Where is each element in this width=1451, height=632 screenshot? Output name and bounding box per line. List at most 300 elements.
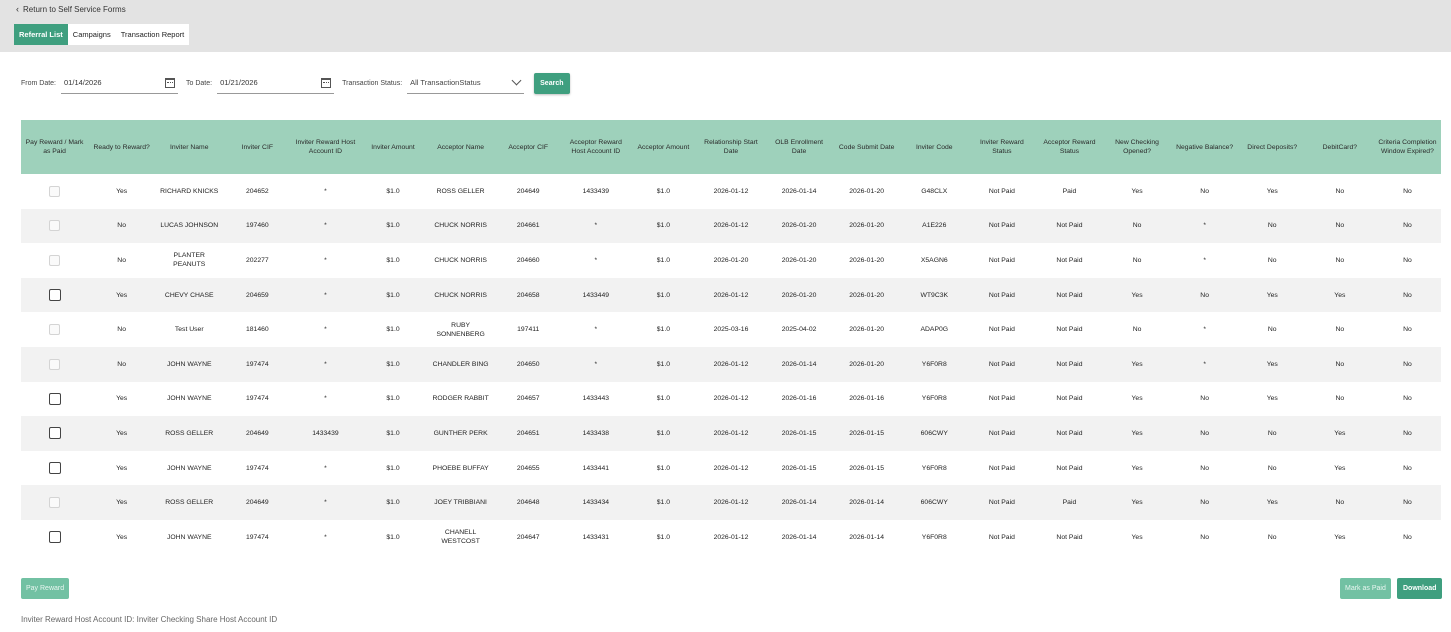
table-row: [21, 312, 1441, 347]
table-cell: *: [562, 209, 630, 244]
table-cell: Yes: [1306, 416, 1374, 451]
table-cell: $1.0: [630, 451, 697, 486]
table-cell: Not Paid: [968, 209, 1035, 244]
table-cell: *: [562, 243, 630, 278]
table-cell: Yes: [1239, 382, 1306, 417]
table-cell: Yes: [1239, 278, 1306, 313]
table-cell: 2026-01-20: [765, 243, 833, 278]
table-cell: Not Paid: [1035, 278, 1103, 313]
table-cell: 204649: [223, 485, 291, 520]
table-cell: No: [1104, 243, 1171, 278]
table-cell: CHANDLER BING: [427, 347, 495, 382]
tab-referral-list[interactable]: Referral List: [14, 24, 68, 45]
table-cell: GUNTHER PERK: [427, 416, 495, 451]
table-cell: X5AGN6: [900, 243, 968, 278]
table-cell: *: [1171, 209, 1239, 244]
table-cell: 2026-01-12: [697, 278, 765, 313]
table-cell: $1.0: [630, 520, 697, 555]
table-cell: No: [1374, 278, 1441, 313]
table-cell: No: [1374, 520, 1441, 555]
table-cell: 1433441: [562, 451, 630, 486]
tab-campaigns[interactable]: Campaigns: [72, 30, 111, 39]
table-cell: 606CWY: [900, 485, 968, 520]
table-cell: Not Paid: [968, 451, 1035, 486]
table-cell: 2026-01-14: [833, 485, 900, 520]
table-body: [21, 174, 1441, 555]
table-cell: Yes: [1104, 520, 1171, 555]
table-cell: ADAP0G: [900, 312, 968, 347]
row-select-checkbox: [49, 359, 60, 370]
table-cell: $1.0: [630, 278, 697, 313]
footnote: Inviter Reward Host Account ID: Inviter Checking Share Host Account ID: [21, 615, 278, 624]
column-header: Inviter Amount: [359, 120, 426, 174]
column-header: DebitCard?: [1306, 120, 1374, 174]
from-date-value: 01/14/2026: [64, 78, 102, 87]
from-date-label: From Date:: [21, 79, 57, 87]
table-cell: LUCAS JOHNSON: [155, 209, 223, 244]
row-select-checkbox: [49, 324, 60, 335]
table-row: [21, 416, 1441, 451]
table-cell: $1.0: [359, 451, 426, 486]
table-cell: 2026-01-14: [765, 485, 833, 520]
to-date-label: To Date:: [186, 79, 213, 87]
table-cell: 2026-01-20: [833, 243, 900, 278]
calendar-icon[interactable]: [321, 78, 331, 88]
table-cell: $1.0: [630, 312, 697, 347]
table-cell: No: [1374, 347, 1441, 382]
table-cell: 204657: [495, 382, 562, 417]
table-cell: Not Paid: [1035, 451, 1103, 486]
table-cell: 181460: [223, 312, 291, 347]
table-cell: *: [291, 312, 359, 347]
table-cell: No: [1171, 451, 1239, 486]
table-cell: Not Paid: [968, 312, 1035, 347]
table-cell: Not Paid: [968, 278, 1035, 313]
table-cell: No: [1306, 174, 1374, 209]
from-date-input[interactable]: [61, 72, 178, 94]
table-cell: No: [1239, 243, 1306, 278]
column-header: Acceptor Name: [427, 120, 495, 174]
table-cell: 2026-01-20: [833, 209, 900, 244]
table-cell: 2026-01-12: [697, 416, 765, 451]
table-cell: *: [291, 243, 359, 278]
table-cell: No: [1239, 416, 1306, 451]
table-cell: No: [88, 243, 155, 278]
table-cell: No: [1171, 278, 1239, 313]
pay-reward-cell: [21, 209, 88, 244]
table-cell: *: [291, 485, 359, 520]
table-cell: Yes: [1104, 416, 1171, 451]
filter-bar: [21, 72, 570, 94]
table-cell: 197474: [223, 451, 291, 486]
table-cell: WT9C3K: [900, 278, 968, 313]
table-cell: ROSS GELLER: [155, 485, 223, 520]
table-cell: Yes: [1104, 451, 1171, 486]
pay-reward-cell: [21, 520, 88, 555]
table-cell: *: [291, 520, 359, 555]
table-cell: *: [291, 347, 359, 382]
table-header-row: [21, 120, 1441, 174]
mark-as-paid-button[interactable]: Mark as Paid: [1340, 578, 1391, 599]
table-cell: Yes: [88, 520, 155, 555]
return-link[interactable]: [16, 5, 126, 14]
table-cell: No: [1171, 520, 1239, 555]
column-header: Code Submit Date: [833, 120, 900, 174]
table-cell: JOHN WAYNE: [155, 347, 223, 382]
table-cell: Not Paid: [968, 382, 1035, 417]
table-cell: $1.0: [630, 347, 697, 382]
table-cell: Not Paid: [1035, 520, 1103, 555]
table-cell: 197474: [223, 520, 291, 555]
table-cell: Yes: [1306, 451, 1374, 486]
table-cell: 2026-01-14: [765, 520, 833, 555]
table-cell: No: [88, 312, 155, 347]
table-cell: $1.0: [630, 243, 697, 278]
table-cell: 204647: [495, 520, 562, 555]
table-cell: *: [562, 312, 630, 347]
column-header: Inviter Name: [155, 120, 223, 174]
table-cell: No: [1104, 312, 1171, 347]
table-row: [21, 520, 1441, 555]
table-cell: Y6F0R8: [900, 520, 968, 555]
download-button[interactable]: Download: [1397, 578, 1442, 599]
column-header: Acceptor CIF: [495, 120, 562, 174]
row-select-checkbox: [49, 186, 60, 197]
table-cell: No: [1171, 416, 1239, 451]
column-header: Inviter Reward Status: [968, 120, 1035, 174]
table-cell: $1.0: [630, 209, 697, 244]
table-cell: $1.0: [359, 347, 426, 382]
table-cell: 2026-01-14: [765, 347, 833, 382]
table-cell: G48CLX: [900, 174, 968, 209]
table-cell: 204652: [223, 174, 291, 209]
table-cell: 1433443: [562, 382, 630, 417]
table-row: [21, 347, 1441, 382]
table-cell: 2026-01-12: [697, 520, 765, 555]
table-cell: 204649: [495, 174, 562, 209]
table-cell: No: [1374, 382, 1441, 417]
table-cell: Yes: [1239, 347, 1306, 382]
table-cell: No: [1104, 209, 1171, 244]
table-cell: Yes: [88, 485, 155, 520]
table-cell: No: [1374, 416, 1441, 451]
table-cell: 2026-01-15: [765, 416, 833, 451]
table-cell: 2026-01-12: [697, 174, 765, 209]
table-cell: No: [1171, 485, 1239, 520]
table-cell: PLANTER PEANUTS: [155, 243, 223, 278]
table-cell: A1E226: [900, 209, 968, 244]
column-header: Negative Balance?: [1171, 120, 1239, 174]
table-cell: No: [1306, 209, 1374, 244]
column-header: Criteria Completion Window Expired?: [1374, 120, 1441, 174]
transaction-status-label: Transaction Status:: [342, 79, 403, 87]
table-cell: Yes: [1104, 382, 1171, 417]
pay-reward-cell: [21, 416, 88, 451]
row-select-checkbox[interactable]: [49, 462, 61, 474]
table-cell: JOHN WAYNE: [155, 382, 223, 417]
row-select-checkbox[interactable]: [49, 531, 61, 543]
column-header: Inviter Reward Host Account ID: [291, 120, 359, 174]
table-cell: *: [1171, 243, 1239, 278]
table-cell: No: [1374, 243, 1441, 278]
table-cell: CHUCK NORRIS: [427, 243, 495, 278]
table-cell: *: [291, 451, 359, 486]
table-cell: 2026-01-12: [697, 485, 765, 520]
column-header: Relationship Start Date: [697, 120, 765, 174]
table-cell: $1.0: [359, 485, 426, 520]
table-cell: 2026-01-14: [833, 520, 900, 555]
referral-panel: [0, 52, 1451, 632]
table-cell: Not Paid: [1035, 416, 1103, 451]
table-cell: *: [291, 278, 359, 313]
pay-reward-cell: [21, 451, 88, 486]
row-select-checkbox[interactable]: [49, 427, 61, 439]
pay-reward-cell: [21, 485, 88, 520]
table-cell: No: [1239, 312, 1306, 347]
table-cell: *: [1171, 347, 1239, 382]
table-cell: JOEY TRIBBIANI: [427, 485, 495, 520]
table-cell: 2025-04-02: [765, 312, 833, 347]
table-cell: CHUCK NORRIS: [427, 278, 495, 313]
transaction-status-select[interactable]: [407, 72, 524, 94]
table-cell: Not Paid: [968, 416, 1035, 451]
table-cell: 2026-01-12: [697, 347, 765, 382]
return-link-label: Return to Self Service Forms: [23, 5, 126, 14]
table-cell: 2026-01-20: [765, 278, 833, 313]
table-cell: $1.0: [359, 174, 426, 209]
column-header: Acceptor Reward Status: [1035, 120, 1103, 174]
table-cell: 2026-01-12: [697, 451, 765, 486]
table-cell: *: [562, 347, 630, 382]
calendar-icon[interactable]: [165, 78, 175, 88]
pay-reward-button[interactable]: Pay Reward: [21, 578, 69, 599]
table-cell: $1.0: [359, 278, 426, 313]
table-cell: 204649: [223, 416, 291, 451]
table-cell: Yes: [88, 382, 155, 417]
search-button[interactable]: Search: [534, 73, 569, 94]
table-cell: Test User: [155, 312, 223, 347]
table-cell: Y6F0R8: [900, 451, 968, 486]
table-cell: 2026-01-20: [765, 209, 833, 244]
table-cell: Not Paid: [968, 243, 1035, 278]
column-header: Pay Reward / Mark as Paid: [21, 120, 88, 174]
table-cell: Not Paid: [968, 485, 1035, 520]
row-select-checkbox: [49, 255, 60, 266]
table-cell: *: [291, 209, 359, 244]
table-cell: CHUCK NORRIS: [427, 209, 495, 244]
table-cell: 204659: [223, 278, 291, 313]
table-cell: Yes: [88, 278, 155, 313]
table-cell: $1.0: [630, 382, 697, 417]
table-cell: Not Paid: [968, 520, 1035, 555]
table-cell: RODGER RABBIT: [427, 382, 495, 417]
table-cell: $1.0: [359, 243, 426, 278]
table-cell: Yes: [88, 416, 155, 451]
table-cell: RUBY SONNENBERG: [427, 312, 495, 347]
table-cell: 204650: [495, 347, 562, 382]
table-cell: Paid: [1035, 485, 1103, 520]
table-cell: No: [1306, 243, 1374, 278]
table-cell: Y6F0R8: [900, 347, 968, 382]
table-cell: Not Paid: [1035, 209, 1103, 244]
column-header: Inviter Code: [900, 120, 968, 174]
table-cell: ROSS GELLER: [155, 416, 223, 451]
table-cell: No: [1171, 174, 1239, 209]
pay-reward-cell: [21, 243, 88, 278]
table-row: [21, 243, 1441, 278]
table-cell: 204661: [495, 209, 562, 244]
table-cell: 2026-01-14: [765, 174, 833, 209]
table-cell: No: [1306, 382, 1374, 417]
table-cell: Yes: [1239, 485, 1306, 520]
table-cell: 204651: [495, 416, 562, 451]
table-cell: Y6F0R8: [900, 382, 968, 417]
referral-table-wrap: [21, 120, 1441, 555]
table-cell: 204660: [495, 243, 562, 278]
table-cell: Yes: [1104, 347, 1171, 382]
column-header: Ready to Reward?: [88, 120, 155, 174]
table-cell: ROSS GELLER: [427, 174, 495, 209]
table-cell: 2026-01-16: [765, 382, 833, 417]
table-cell: No: [88, 347, 155, 382]
table-cell: Yes: [88, 174, 155, 209]
table-cell: Not Paid: [968, 347, 1035, 382]
table-cell: 2026-01-12: [697, 209, 765, 244]
column-header: Inviter CIF: [223, 120, 291, 174]
table-cell: JOHN WAYNE: [155, 520, 223, 555]
table-row: [21, 174, 1441, 209]
table-cell: No: [1374, 451, 1441, 486]
table-cell: Not Paid: [1035, 243, 1103, 278]
table-cell: $1.0: [359, 416, 426, 451]
column-header: OLB Enrollment Date: [765, 120, 833, 174]
table-cell: No: [88, 209, 155, 244]
table-row: [21, 485, 1441, 520]
table-cell: 2026-01-12: [697, 382, 765, 417]
table-cell: 1433439: [291, 416, 359, 451]
table-cell: 204658: [495, 278, 562, 313]
table-cell: 197411: [495, 312, 562, 347]
table-cell: 2026-01-15: [833, 416, 900, 451]
referral-table: [21, 120, 1441, 555]
table-cell: No: [1306, 485, 1374, 520]
table-cell: No: [1306, 312, 1374, 347]
table-cell: No: [1239, 520, 1306, 555]
table-cell: Yes: [1104, 174, 1171, 209]
table-cell: 2026-01-20: [833, 347, 900, 382]
table-cell: 1433438: [562, 416, 630, 451]
table-cell: 2026-01-20: [833, 278, 900, 313]
table-cell: No: [1374, 209, 1441, 244]
table-cell: No: [1374, 485, 1441, 520]
to-date-input[interactable]: [217, 72, 334, 94]
pay-reward-cell: [21, 174, 88, 209]
table-cell: $1.0: [630, 485, 697, 520]
tab-transaction-report[interactable]: Transaction Report: [120, 30, 185, 39]
table-cell: 197474: [223, 382, 291, 417]
table-cell: PHOEBE BUFFAY: [427, 451, 495, 486]
pay-reward-cell: [21, 347, 88, 382]
column-header: Acceptor Amount: [630, 120, 697, 174]
table-cell: Not Paid: [1035, 312, 1103, 347]
table-cell: 2026-01-20: [833, 312, 900, 347]
table-cell: 197460: [223, 209, 291, 244]
table-cell: Paid: [1035, 174, 1103, 209]
row-select-checkbox[interactable]: [49, 393, 61, 405]
column-header: Direct Deposits?: [1239, 120, 1306, 174]
table-cell: 606CWY: [900, 416, 968, 451]
table-cell: *: [291, 382, 359, 417]
table-cell: $1.0: [630, 416, 697, 451]
table-cell: No: [1374, 174, 1441, 209]
table-cell: CHEVY CHASE: [155, 278, 223, 313]
table-cell: 202277: [223, 243, 291, 278]
table-cell: Not Paid: [968, 174, 1035, 209]
table-cell: No: [1239, 451, 1306, 486]
table-cell: 2026-01-16: [833, 382, 900, 417]
table-cell: *: [1171, 312, 1239, 347]
table-cell: JOHN WAYNE: [155, 451, 223, 486]
table-cell: 1433434: [562, 485, 630, 520]
table-cell: $1.0: [359, 520, 426, 555]
table-cell: Not Paid: [1035, 347, 1103, 382]
pay-reward-cell: [21, 382, 88, 417]
table-cell: $1.0: [630, 174, 697, 209]
chevron-left-icon: ‹: [16, 4, 19, 14]
table-cell: Yes: [1104, 485, 1171, 520]
table-row: [21, 451, 1441, 486]
transaction-status-value: All TransactionStatus: [410, 78, 481, 87]
table-cell: *: [291, 174, 359, 209]
table-cell: No: [1239, 209, 1306, 244]
row-select-checkbox: [49, 497, 60, 508]
table-cell: Yes: [1306, 278, 1374, 313]
table-cell: 204648: [495, 485, 562, 520]
table-cell: 1433439: [562, 174, 630, 209]
pay-reward-cell: [21, 312, 88, 347]
table-cell: 2026-01-15: [833, 451, 900, 486]
row-select-checkbox[interactable]: [49, 289, 61, 301]
pay-reward-cell: [21, 278, 88, 313]
to-date-value: 01/21/2026: [220, 78, 258, 87]
table-cell: $1.0: [359, 312, 426, 347]
table-cell: $1.0: [359, 209, 426, 244]
table-cell: CHANELL WESTCOST: [427, 520, 495, 555]
column-header: Acceptor Reward Host Account ID: [562, 120, 630, 174]
table-row: [21, 382, 1441, 417]
table-cell: 2025-03-16: [697, 312, 765, 347]
table-cell: 2026-01-15: [765, 451, 833, 486]
table-cell: $1.0: [359, 382, 426, 417]
table-cell: No: [1171, 382, 1239, 417]
table-row: [21, 278, 1441, 313]
table-cell: 1433449: [562, 278, 630, 313]
table-cell: Yes: [88, 451, 155, 486]
table-cell: 2026-01-20: [697, 243, 765, 278]
table-cell: 2026-01-20: [833, 174, 900, 209]
chevron-down-icon: [512, 76, 522, 86]
table-cell: No: [1374, 312, 1441, 347]
column-header: New Checking Opened?: [1104, 120, 1171, 174]
table-cell: Yes: [1239, 174, 1306, 209]
row-select-checkbox: [49, 220, 60, 231]
table-cell: 204655: [495, 451, 562, 486]
table-cell: 197474: [223, 347, 291, 382]
table-cell: Yes: [1306, 520, 1374, 555]
tab-bar: [14, 24, 189, 45]
table-row: [21, 209, 1441, 244]
table-cell: No: [1306, 347, 1374, 382]
